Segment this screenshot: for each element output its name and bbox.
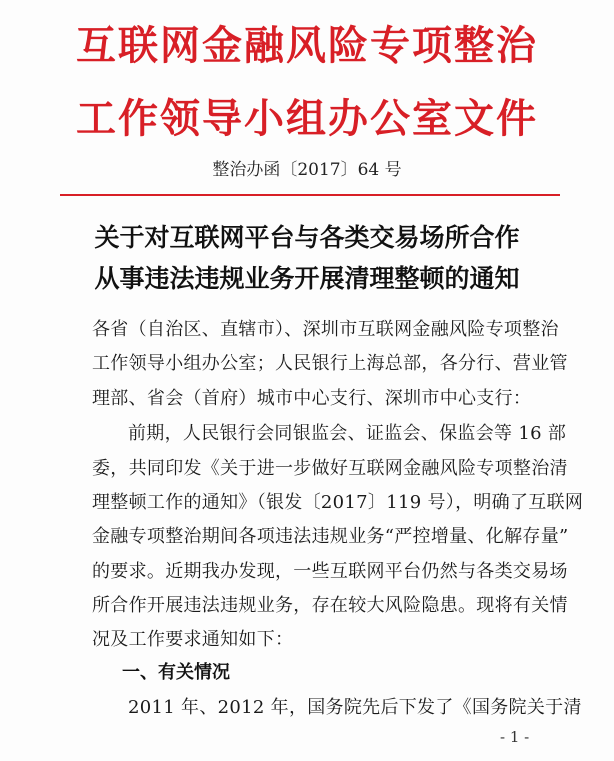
notice-title-line-1: 关于对互联网平台与各类交易场所合作 — [94, 223, 520, 252]
paragraph-1-line-4: 金融专项整治期间各项违法违规业务“严控增量、化解存量” — [92, 526, 569, 547]
paragraph-1-line-5: 的要求。近期我办发现，一些互联网平台仍然与各类交易场 — [92, 561, 568, 582]
recipients-line-3: 理部、省会（首府）城市中心支行、深圳市中心支行： — [92, 388, 532, 409]
paragraph-1-line-3: 理整顿工作的通知》（银发〔2017〕119 号），明确了互联网 — [92, 492, 584, 513]
paragraph-1-line-1: 前期，人民银行会同银监会、证监会、保监会等 16 部 — [128, 423, 567, 444]
issuer-header-line-2: 工作领导小组办公室文件 — [76, 95, 538, 142]
red-divider-line — [60, 194, 560, 196]
paragraph-1-line-6: 所合作开展违法违规业务，存在较大风险隐患。现将有关情 — [92, 595, 568, 616]
page-number: - 1 - — [500, 728, 530, 746]
document-number: 整治办函〔2017〕64 号 — [212, 160, 402, 180]
recipients-line-2: 工作领导小组办公室；人民银行上海总部，各分行、营业管 — [92, 353, 568, 374]
paragraph-2-line-1: 2011 年、2012 年，国务院先后下发了《国务院关于清 — [128, 697, 582, 718]
notice-title-line-2: 从事违法违规业务开展清理整顿的通知 — [94, 264, 520, 293]
paragraph-1-line-2: 委，共同印发《关于进一步做好互联网金融风险专项整治清 — [92, 458, 568, 479]
paragraph-1-line-7: 况及工作要求通知如下： — [92, 629, 294, 650]
issuer-header-line-1: 互联网金融风险专项整治 — [76, 22, 538, 69]
recipients-line-1: 各省（自治区、直辖市）、深圳市互联网金融风险专项整治 — [92, 319, 559, 340]
section-heading-1: 一、有关情况 — [122, 662, 230, 683]
